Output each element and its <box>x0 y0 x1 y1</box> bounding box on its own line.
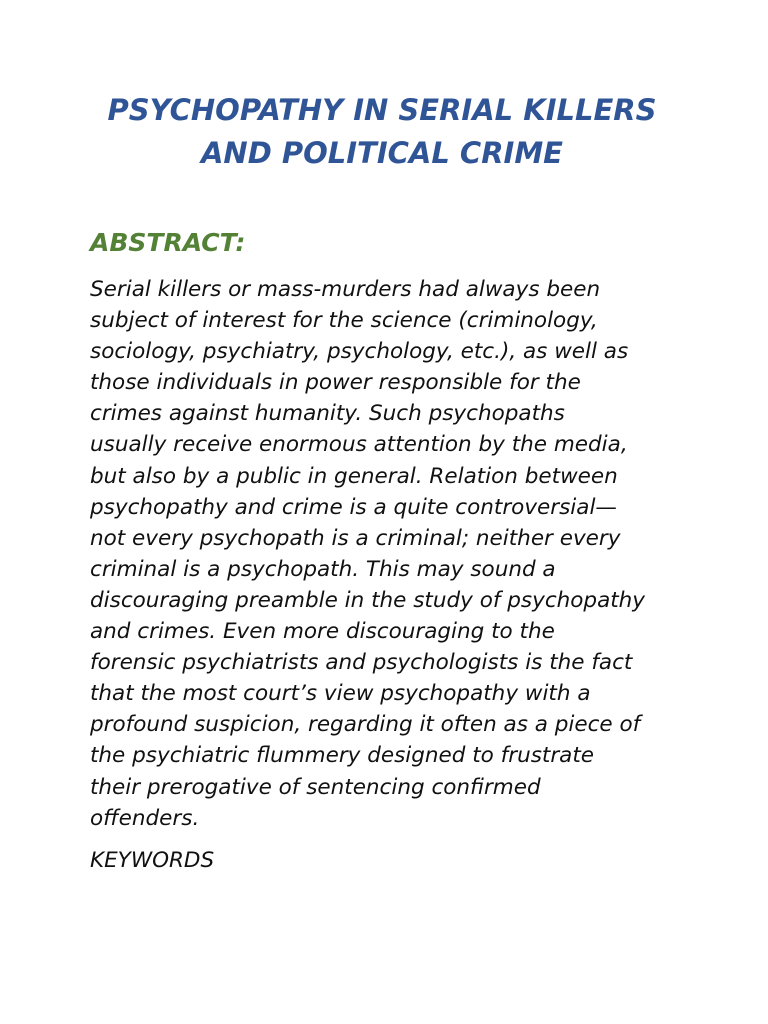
keywords-label: KEYWORDS <box>90 848 215 873</box>
abstract-line: usually receive enormous attention by the media, <box>90 432 628 458</box>
abstract-line: their prerogative of sentencing confirmed <box>90 774 541 800</box>
abstract-line: criminal is a psychopath. This may sound a <box>90 556 556 582</box>
abstract-body <box>90 274 690 834</box>
abstract-line: that the most court’s view psychopathy with a <box>90 681 591 707</box>
abstract-line: profound suspicion, regarding it often as a piece of <box>90 712 641 738</box>
abstract-line: offenders. <box>90 805 200 831</box>
abstract-line: discouraging preamble in the study of psychopathy <box>90 587 646 613</box>
document-title <box>60 89 704 175</box>
abstract-line: crimes against humanity. Such psychopaths <box>90 401 565 427</box>
abstract-line: Serial killers or mass-murders had always been <box>90 277 601 302</box>
abstract-line: the psychiatric flummery designed to frustrate <box>90 743 595 769</box>
abstract-line: psychopathy and crime is a quite controversial— <box>90 494 617 520</box>
abstract-heading: ABSTRACT: <box>90 228 246 257</box>
title-line-1: PSYCHOPATHY IN SERIAL KILLERS <box>107 93 657 127</box>
abstract-line: not every psychopath is a criminal; neither every <box>90 525 621 551</box>
abstract-line: subject of interest for the science (criminology, <box>90 308 598 334</box>
abstract-line: sociology, psychiatry, psychology, etc.), as well as <box>90 339 629 365</box>
abstract-line: and crimes. Even more discouraging to the <box>90 619 555 645</box>
abstract-line: but also by a public in general. Relation between <box>90 463 618 489</box>
abstract-line: forensic psychiatrists and psychologists is the fact <box>90 650 633 676</box>
abstract-line: those individuals in power responsible for the <box>90 370 581 396</box>
title-line-2: AND POLITICAL CRIME <box>200 136 563 170</box>
